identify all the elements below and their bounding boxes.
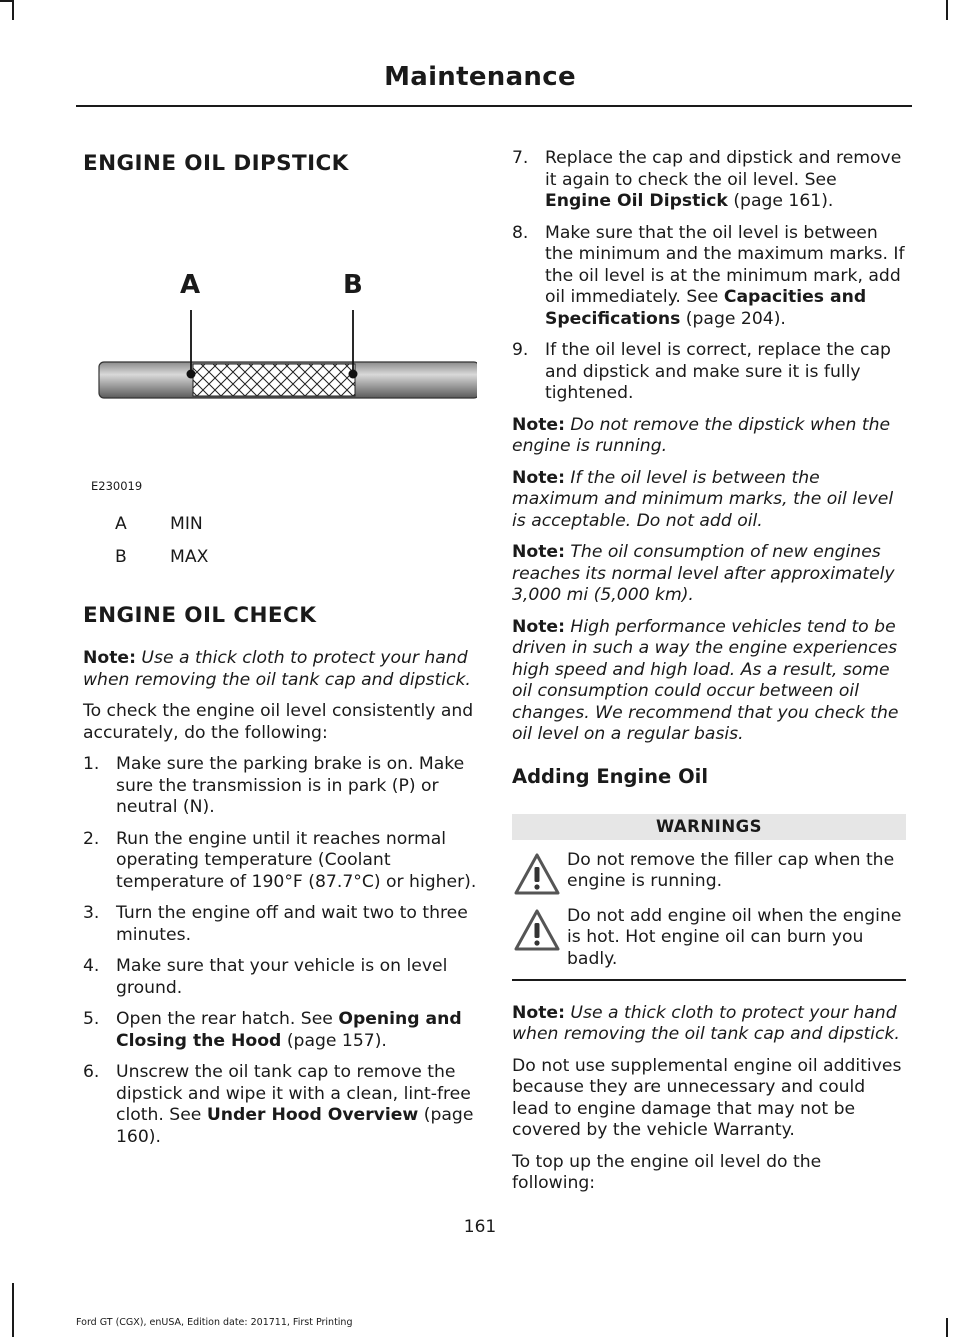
page-reference: (page 204). bbox=[680, 308, 786, 329]
crop-mark bbox=[0, 0, 12, 2]
step-number: 2. bbox=[83, 828, 100, 849]
figure-label-a: A bbox=[180, 270, 201, 300]
step-number: 6. bbox=[83, 1062, 100, 1082]
step-number: 3. bbox=[83, 903, 100, 923]
dipstick-figure bbox=[83, 174, 477, 504]
list-item bbox=[512, 340, 906, 405]
cross-reference-link[interactable]: Engine Oil Dipstick bbox=[545, 191, 728, 211]
list-item bbox=[512, 148, 906, 213]
footer-edition: Ford GT (CGX), enUSA, Edition date: 201711, First Printing bbox=[76, 1317, 353, 1328]
warnings-box bbox=[512, 814, 906, 981]
crop-mark bbox=[12, 1283, 14, 1337]
legend-key: A bbox=[115, 514, 127, 534]
min-mark-dot bbox=[187, 370, 196, 379]
note-text: Do not remove the dipstick when the engine is running. bbox=[512, 414, 891, 456]
step-text: Unscrew the oil tank cap to remove the dipstick and wipe it with a clean, lint-free cloth. See bbox=[116, 1062, 471, 1125]
note-text: The oil consumption of new engines reaches its normal level after approximately 3,000 mi (5,000 km). bbox=[512, 542, 895, 605]
warning-item bbox=[512, 906, 906, 971]
list-item bbox=[83, 1009, 477, 1052]
legend-row bbox=[83, 514, 477, 536]
crop-mark bbox=[946, 0, 948, 20]
dipstick-hatch-pattern bbox=[193, 364, 355, 396]
figure-label-b: B bbox=[343, 270, 363, 300]
additives-paragraph: Do not use supplemental engine oil additives because they are unnecessary and could lead to engine damage that may not be covered by the vehicle Warranty. bbox=[512, 1055, 902, 1140]
note-text: High performance vehicles tend to be driven in such a way the engine experiences high speed and high load. As a result, some oil consumption could occur between oil changes. We recommend that you check the oil level on a regular basis. bbox=[512, 616, 899, 744]
intro-paragraph: To check the engine oil level consistently and accurately, do the following: bbox=[83, 701, 474, 743]
note-text: Use a thick cloth to protect your hand when removing the oil tank cap and dipstick. bbox=[512, 1002, 900, 1044]
note-text: Use a thick cloth to protect your hand when removing the oil tank cap and dipstick. bbox=[83, 648, 471, 690]
note-label: Note: bbox=[512, 1002, 565, 1023]
step-text: Run the engine until it reaches normal operating temperature (Coolant temperature of 190°F (87.7°C) or higher). bbox=[116, 828, 477, 892]
warning-item bbox=[512, 850, 906, 893]
steps-list bbox=[512, 148, 906, 405]
step-number: 5. bbox=[83, 1009, 100, 1029]
note-paragraph bbox=[512, 1003, 906, 1046]
list-item bbox=[83, 754, 477, 819]
adding-oil-heading: Adding Engine Oil bbox=[512, 764, 709, 788]
note-paragraph bbox=[512, 415, 906, 458]
list-item bbox=[83, 903, 477, 946]
list-item bbox=[83, 829, 477, 894]
note-paragraph bbox=[512, 617, 906, 746]
note-text: If the oil level is between the maximum and minimum marks, the oil level is acceptable. Do not add oil. bbox=[512, 467, 894, 531]
note-label: Note: bbox=[512, 542, 565, 562]
left-column bbox=[83, 140, 477, 1158]
step-text: Replace the cap and dipstick and remove it again to check the oil level. See bbox=[545, 148, 902, 190]
right-column bbox=[512, 140, 906, 1195]
step-text: Open the rear hatch. See bbox=[116, 1009, 339, 1029]
list-item bbox=[512, 223, 906, 331]
crop-mark bbox=[946, 1318, 948, 1337]
legend-value: MIN bbox=[170, 514, 203, 534]
header-rule bbox=[76, 105, 912, 107]
step-text: Make sure that your vehicle is on level ground. bbox=[116, 956, 448, 998]
top-up-paragraph: To top up the engine oil level do the following: bbox=[512, 1151, 822, 1193]
warning-text: Do not add engine oil when the engine is hot. Hot engine oil can burn you badly. bbox=[567, 905, 902, 969]
page-reference: (page 157). bbox=[281, 1030, 387, 1051]
dipstick-heading: ENGINE OIL DIPSTICK bbox=[83, 151, 349, 176]
legend-value: MAX bbox=[170, 547, 209, 567]
legend-key: B bbox=[115, 547, 127, 567]
list-item bbox=[83, 1062, 477, 1148]
note-label: Note: bbox=[512, 616, 565, 637]
legend-row bbox=[83, 547, 477, 569]
note-paragraph bbox=[512, 542, 906, 607]
step-text: Make sure that the oil level is between the minimum and the maximum marks. If the oil level is at the minimum mark, add oil immediately. See bbox=[545, 222, 905, 307]
list-item bbox=[83, 956, 477, 999]
warning-triangle-icon bbox=[514, 908, 560, 952]
warning-triangle-icon bbox=[514, 852, 560, 896]
warnings-rule bbox=[512, 979, 906, 981]
check-heading: ENGINE OIL CHECK bbox=[83, 603, 317, 628]
page-reference: (page 161). bbox=[727, 191, 834, 211]
page-reference: (page 160). bbox=[116, 1105, 474, 1147]
step-text: If the oil level is correct, replace the cap and dipstick and make sure it is fully tightened. bbox=[545, 340, 891, 403]
dipstick-illustration bbox=[83, 174, 477, 474]
max-mark-dot bbox=[349, 370, 358, 379]
step-number: 8. bbox=[512, 222, 529, 243]
warnings-title: WARNINGS bbox=[512, 814, 906, 840]
note-label: Note: bbox=[83, 648, 136, 668]
figure-code: E230019 bbox=[91, 479, 143, 493]
page-header-title: Maintenance bbox=[384, 62, 576, 92]
note-label: Note: bbox=[512, 467, 565, 488]
note-paragraph bbox=[83, 648, 477, 691]
step-text: Make sure the parking brake is on. Make sure the transmission is in park (P) or neutral (N). bbox=[116, 754, 465, 817]
cross-reference-link[interactable]: Under Hood Overview bbox=[206, 1105, 419, 1125]
step-number: 9. bbox=[512, 340, 529, 360]
note-paragraph bbox=[512, 468, 906, 533]
cross-reference-link[interactable]: Capacities and Specifications bbox=[545, 287, 867, 329]
step-text: Turn the engine off and wait two to three minutes. bbox=[116, 903, 468, 945]
step-number: 7. bbox=[512, 148, 529, 168]
page-number: 161 bbox=[463, 1217, 497, 1237]
figure-legend bbox=[83, 514, 477, 569]
steps-list bbox=[83, 754, 477, 1148]
cross-reference-link[interactable]: Opening and Closing the Hood bbox=[116, 1009, 462, 1051]
step-number: 4. bbox=[83, 956, 100, 976]
step-number: 1. bbox=[83, 754, 100, 774]
crop-mark bbox=[12, 0, 14, 20]
note-label: Note: bbox=[512, 414, 565, 435]
warning-text: Do not remove the filler cap when the engine is running. bbox=[567, 849, 895, 891]
